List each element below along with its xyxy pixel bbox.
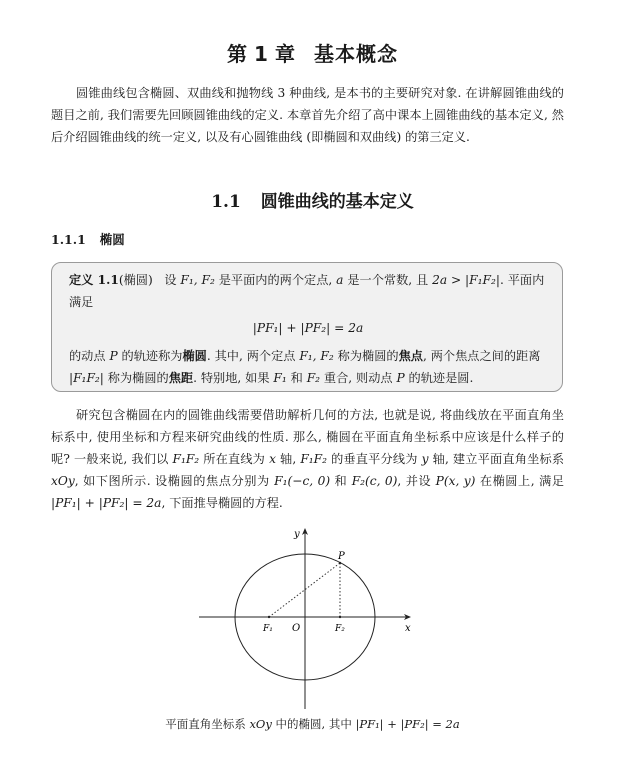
figure-caption: 平面直角坐标系 xOy 中的椭圆, 其中 |PF₁| + |PF₂| = 2a bbox=[165, 717, 460, 731]
math-f1f2: F₁, F₂ bbox=[180, 273, 215, 287]
term-ellipse: 椭圆 bbox=[182, 349, 207, 363]
subsection-number: 1.1.1 bbox=[51, 232, 86, 247]
math-a: a bbox=[336, 273, 344, 287]
section-title bbox=[0, 187, 625, 212]
term-focus: 焦点 bbox=[398, 349, 423, 363]
chapter-prefix: 第 bbox=[227, 42, 249, 66]
definition-line-1: 定义 1.1(椭圆) 设 F₁, F₂ 是平面内的两个定点, a 是一个常数, 且 2a > |F₁F₂|. 平面内满足 bbox=[69, 273, 545, 309]
chapter-title bbox=[0, 38, 625, 67]
definition-line-2: 的动点 P 的轨迹称为椭圆. 其中, 两个定点 F₁, F₂ 称为椭圆的焦点, 两个焦点之间的距离 |F₁F₂| 称为椭圆的焦距. 特别地, 如果 F₁ 和 F₂ 重合, 则动点 P 的轨迹是圆. bbox=[69, 349, 541, 385]
subsection-title bbox=[51, 230, 125, 248]
body-paragraph bbox=[51, 404, 564, 514]
label-y: y bbox=[294, 529, 300, 540]
definition-box bbox=[51, 262, 563, 392]
section-number: 1.1 bbox=[211, 192, 241, 212]
ellipse-figure bbox=[190, 515, 430, 715]
body-text: 研究包含椭圆在内的圆锥曲线需要借助解析几何的方法, 也就是说, 将曲线放在平面直角坐标系中, 使用坐标和方程来研究曲线的性质. 那么, 椭圆在平面直角坐标系中应该是什么样子的呢? 一般来说, 我们以 F₁F₂ 所在直线为 x 轴, F₁F₂ 的垂直平分线为 y 轴, 建立平面直角坐标系 xOy, 如下图所示. 设椭圆的焦点分别为 F₁(−c, 0) 和 F₂(c, 0), 并设 P(x, y) 在椭圆上, 满足 |PF₁| + |PF₂| = 2a, 下面推导椭圆的方程. bbox=[51, 408, 565, 510]
intro-paragraph bbox=[51, 82, 564, 148]
chapter-name: 基本概念 bbox=[313, 42, 398, 66]
label-p: P bbox=[338, 551, 345, 562]
point-p bbox=[339, 562, 341, 564]
label-f2: F₂ bbox=[335, 624, 345, 634]
label-x: x bbox=[405, 623, 411, 634]
label-f1: F₁ bbox=[263, 624, 273, 634]
definition-name: (椭圆) bbox=[118, 273, 153, 287]
section-name: 圆锥曲线的基本定义 bbox=[260, 192, 414, 212]
definition-formula: |PF₁| + |PF₂| = 2a bbox=[252, 321, 364, 335]
label-o: O bbox=[292, 623, 301, 634]
chapter-suffix: 章 bbox=[274, 42, 296, 66]
chapter-number: 1 bbox=[254, 42, 269, 66]
point-f2 bbox=[339, 616, 341, 618]
term-focal-distance: 焦距 bbox=[168, 371, 194, 385]
definition-content bbox=[69, 269, 547, 389]
point-f1 bbox=[268, 616, 270, 618]
definition-label: 定义 1.1 bbox=[69, 273, 119, 287]
intro-text: 圆锥曲线包含椭圆、双曲线和抛物线 3 种曲线, 是本书的主要研究对象. 在讲解圆锥曲线的题目之前, 我们需要先回顾圆锥曲线的定义. 本章首先介绍了高中课本上圆锥曲线的基本定义, 然后介绍圆锥曲线的统一定义, 以及有心圆锥曲线 (即椭圆和双曲线) 的第三定义. bbox=[51, 86, 564, 144]
subsection-name: 椭圆 bbox=[99, 232, 125, 247]
math-inequality: 2a > |F₁F₂| bbox=[432, 273, 500, 287]
